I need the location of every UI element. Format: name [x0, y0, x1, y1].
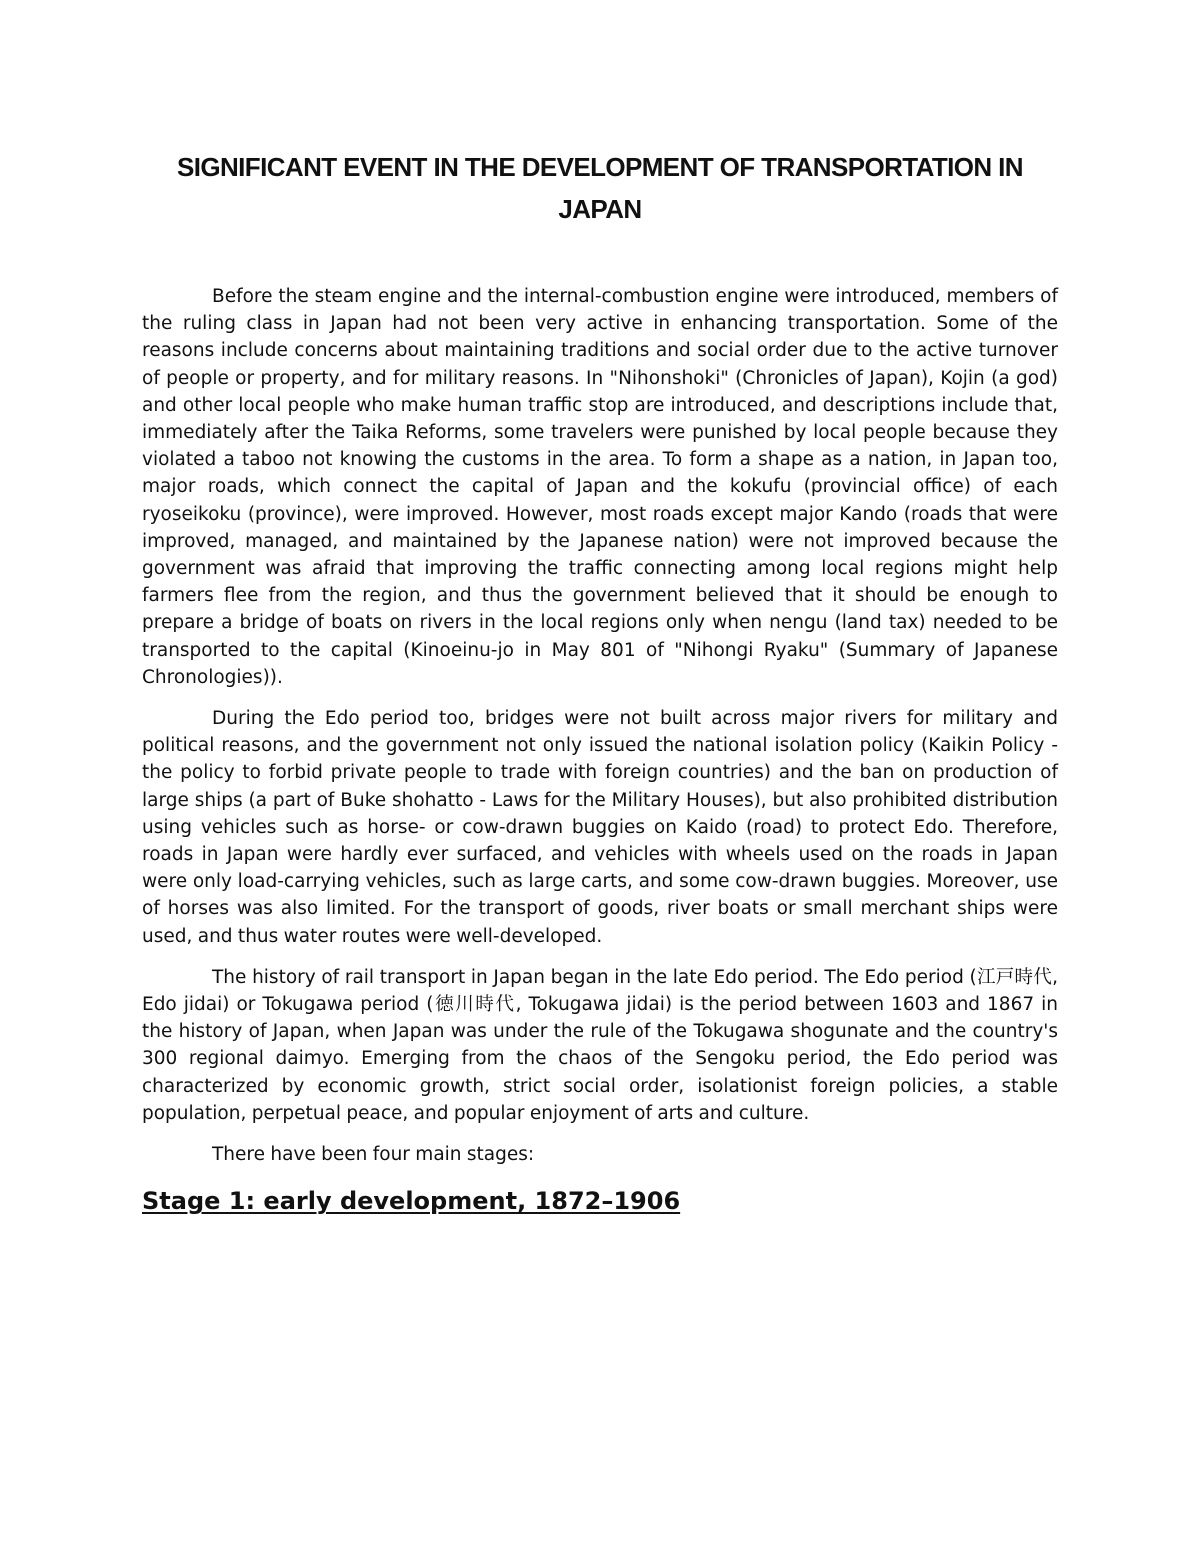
document-title: SIGNIFICANT EVENT IN THE DEVELOPMENT OF TRANSPORTATION IN JAPAN: [177, 152, 1023, 224]
paragraph-edo-period-roads: During the Edo period too, bridges were not built across major rivers for military and political reasons, and the government not only issued the national isolation policy (Kaikin Policy - the policy to forbid private people to trade with foreign countries) and the ban on production of large ships (a part of Buke shohatto - Laws for the Military Houses), but also prohibited distribution using vehicles such as horse- or cow-drawn buggies on Kaido (road) to protect Edo. Therefore, roads in Japan were hardly ever surfaced, and vehicles with wheels used on the roads in Japan were only load-carrying vehicles, such as large carts, and some cow-drawn buggies. Moreover, use of horses was also limited. For the transport of goods, river boats or small merchant ships were used, and thus water routes were well-developed.: [142, 708, 1058, 947]
paragraph-four-stages: There have been four main stages:: [212, 1144, 535, 1166]
section-heading-stage-1: Stage 1: early development, 1872–1906: [142, 1187, 681, 1216]
paragraph-pre-steam-transport: Before the steam engine and the internal-combustion engine were introduced, members of the ruling class in Japan had not been very active in enhancing transportation. Some of the reasons include concerns about maintaining traditions and social order due to the active turnover of people or property, and for military reasons. In "Nihonshoki" (Chronicles of Japan), Kojin (a god) and other local people who make human traffic stop are introduced, and descriptions include that, immediately after the Taika Reforms, some travelers were punished by local people because they violated a taboo not knowing the customs in the area. To form a shape as a nation, in Japan too, major roads, which connect the capital of Japan and the kokufu (provincial office) of each ryoseikoku (province), were improved. However, most roads except major Kando (roads that were improved, managed, and maintained by the Japanese nation) were not improved because the government was afraid that improving the traffic connecting among local regions might help farmers flee from the region, and thus the government believed that it should be enough to prepare a bridge of boats on rivers in the local regions only when nengu (land tax) needed to be transported to the capital (Kinoeinu-jo in May 801 of "Nihongi Ryaku" (Summary of Japanese Chronologies)).: [142, 286, 1058, 688]
document-body: [142, 283, 1058, 1219]
paragraph-rail-history: The history of rail transport in Japan began in the late Edo period. The Edo period (江戸時代, Edo jidai) or Tokugawa period (徳川時代, Tokugawa jidai) is the period between 1603 and 1867 in the history of Japan, when Japan was under the rule of the Tokugawa shogunate and the country's 300 regional daimyo. Emerging from the chaos of the Sengoku period, the Edo period was characterized by economic growth, strict social order, isolationist foreign policies, a stable population, perpetual peace, and popular enjoyment of arts and culture.: [142, 966, 1058, 1124]
